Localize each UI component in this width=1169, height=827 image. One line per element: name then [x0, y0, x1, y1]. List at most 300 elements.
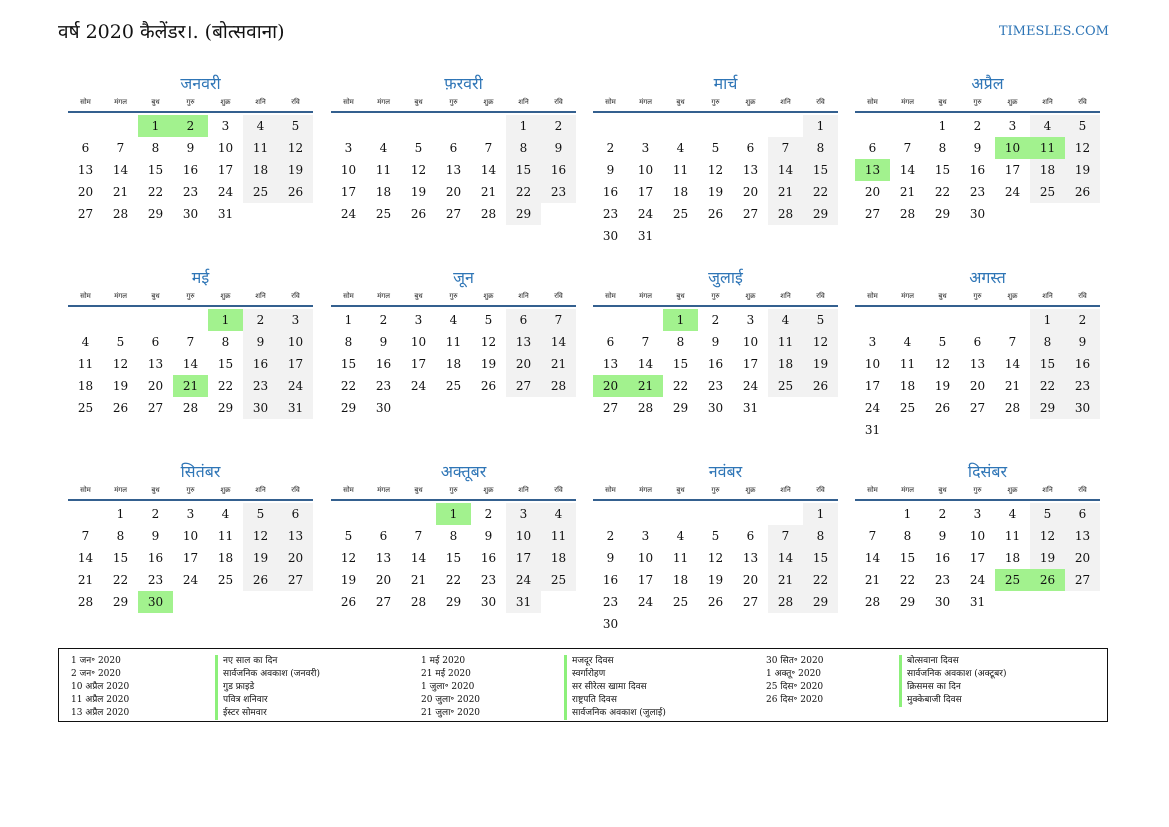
- day-cell: 22: [340, 379, 357, 393]
- legend-holiday-name: सर सीरेत्स खामा दिवस: [572, 682, 647, 692]
- day-cell: 20: [147, 379, 164, 393]
- day-cell: 17: [742, 357, 759, 371]
- day-cell: 4: [768, 309, 803, 331]
- empty-day-cell: [925, 309, 960, 331]
- day-cell: 23: [707, 379, 724, 393]
- day-cell: 4: [379, 141, 388, 155]
- day-cell: 28: [112, 207, 129, 221]
- day-cell: 2: [1065, 309, 1100, 331]
- day-cell: 2: [151, 507, 160, 521]
- day-cell: 17: [637, 573, 654, 587]
- day-cell: 19: [278, 159, 313, 181]
- weekday-header: [593, 484, 838, 498]
- day-cell: 7: [641, 335, 650, 349]
- day-cell: 3: [278, 309, 313, 331]
- day-grid: [68, 503, 313, 613]
- day-cell: 8: [903, 529, 912, 543]
- day-cell: 28: [1004, 401, 1021, 415]
- weekday-label: गुरु: [449, 292, 458, 300]
- day-cell: 14: [864, 551, 881, 565]
- day-cell: 8: [506, 137, 541, 159]
- empty-day-cell: [768, 115, 803, 137]
- holiday-legend: [58, 648, 1108, 722]
- day-cell: 19: [707, 185, 724, 199]
- day-cell: 14: [480, 163, 497, 177]
- day-cell: 12: [1065, 137, 1100, 159]
- day-cell: 12: [934, 357, 951, 371]
- day-cell: 23: [541, 181, 576, 203]
- day-cell: 16: [541, 159, 576, 181]
- day-cell: 27: [602, 401, 619, 415]
- weekday-label: रवि: [1078, 98, 1087, 106]
- legend-holiday-name: सार्वजनिक अवकाश (जुलाई): [572, 708, 666, 718]
- day-cell: 5: [803, 309, 838, 331]
- day-cell: 21: [77, 573, 94, 587]
- day-cell: 4: [903, 335, 912, 349]
- month-block: [331, 72, 576, 225]
- day-cell: 8: [116, 529, 125, 543]
- day-cell: 3: [868, 335, 877, 349]
- day-cell: 6: [868, 141, 877, 155]
- day-cell: 30: [969, 207, 986, 221]
- day-cell: 18: [672, 573, 689, 587]
- weekday-header: [68, 484, 313, 498]
- legend-date: 1 जुला॰ 2020: [421, 682, 475, 692]
- header-rule: [68, 499, 313, 501]
- weekday-label: सोम: [80, 292, 91, 300]
- day-cell: 18: [217, 551, 234, 565]
- weekday-label: रवि: [816, 486, 825, 494]
- day-cell: 5: [278, 115, 313, 137]
- day-cell: 25: [77, 401, 94, 415]
- empty-day-cell: [698, 503, 733, 525]
- empty-day-cell: [628, 309, 663, 331]
- day-cell: 7: [541, 309, 576, 331]
- day-cell: 21: [541, 353, 576, 375]
- day-cell: 5: [711, 529, 720, 543]
- empty-day-cell: [960, 309, 995, 331]
- legend-date: 2 जन॰ 2020: [71, 669, 121, 679]
- day-grid: [331, 115, 576, 225]
- day-cell: 7: [414, 529, 423, 543]
- day-cell: 9: [243, 331, 278, 353]
- day-cell: 20: [864, 185, 881, 199]
- day-cell: 15: [934, 163, 951, 177]
- day-cell: 13: [602, 357, 619, 371]
- day-cell: 13: [77, 163, 94, 177]
- day-cell: 5: [1030, 503, 1065, 525]
- weekday-label: मंगल: [114, 292, 127, 300]
- weekday-label: बुध: [414, 98, 423, 106]
- day-cell: 25: [375, 207, 392, 221]
- month-name: फ़रवरी: [444, 74, 483, 93]
- day-cell: 9: [711, 335, 720, 349]
- weekday-label: शुक्र: [745, 292, 756, 300]
- day-cell: 13: [742, 551, 759, 565]
- legend-date: 21 जुला॰ 2020: [421, 708, 481, 718]
- legend-holiday-name: सार्वजनिक अवकाश (जनवरी): [223, 669, 321, 679]
- day-cell: 2: [243, 309, 278, 331]
- day-cell: 26: [410, 207, 427, 221]
- day-cell: 19: [243, 547, 278, 569]
- header-rule: [593, 305, 838, 307]
- day-cell: 10: [969, 529, 986, 543]
- weekday-label: शुक्र: [220, 486, 231, 494]
- day-cell: 18: [375, 185, 392, 199]
- weekday-label: बुध: [414, 486, 423, 494]
- weekday-label: रवि: [816, 292, 825, 300]
- day-cell: 24: [864, 401, 881, 415]
- day-cell: 19: [410, 185, 427, 199]
- weekday-label: मंगल: [114, 98, 127, 106]
- day-cell: 3: [221, 119, 230, 133]
- weekday-label: सोम: [605, 486, 616, 494]
- weekday-label: बुध: [414, 292, 423, 300]
- legend-holiday-name: मुक्केबाजी दिवस: [907, 695, 962, 705]
- day-cell: 27: [278, 569, 313, 591]
- day-cell: 6: [449, 141, 458, 155]
- weekday-label: बुध: [676, 292, 685, 300]
- legend-date: 13 अप्रैल 2020: [71, 708, 130, 718]
- day-cell: 30: [602, 229, 619, 243]
- weekday-label: शनि: [518, 292, 529, 300]
- holiday-day-cell: 1: [208, 309, 243, 331]
- day-cell: 3: [641, 529, 650, 543]
- day-cell: 17: [217, 163, 234, 177]
- day-cell: 24: [410, 379, 427, 393]
- legend-date: 1 मई 2020: [421, 656, 466, 666]
- day-cell: 14: [77, 551, 94, 565]
- day-cell: 26: [112, 401, 129, 415]
- month-block: [855, 266, 1100, 441]
- day-cell: 27: [375, 595, 392, 609]
- legend-holiday-name: क्रिसमस का दिन: [907, 682, 961, 692]
- weekday-label: शुक्र: [1007, 98, 1018, 106]
- weekday-header: [855, 290, 1100, 304]
- day-grid: [593, 503, 838, 635]
- weekday-label: मंगल: [901, 292, 914, 300]
- day-cell: 29: [217, 401, 234, 415]
- header-rule: [68, 111, 313, 113]
- day-cell: 31: [742, 401, 759, 415]
- day-cell: 26: [1065, 181, 1100, 203]
- legend-name-column: [215, 655, 423, 720]
- day-cell: 19: [480, 357, 497, 371]
- weekday-header: [68, 290, 313, 304]
- day-cell: 24: [278, 375, 313, 397]
- day-cell: 1: [938, 119, 947, 133]
- day-cell: 9: [151, 529, 160, 543]
- day-cell: 25: [672, 595, 689, 609]
- day-cell: 5: [414, 141, 423, 155]
- day-cell: 15: [340, 357, 357, 371]
- legend-holiday-name: नए साल का दिन: [223, 656, 278, 666]
- day-cell: 29: [803, 591, 838, 613]
- month-name: अप्रैल: [971, 74, 1004, 93]
- holiday-day-cell: 1: [436, 503, 471, 525]
- weekday-label: सोम: [80, 98, 91, 106]
- day-cell: 11: [445, 335, 462, 349]
- day-cell: 24: [340, 207, 357, 221]
- day-cell: 15: [1030, 353, 1065, 375]
- legend-holiday-name: राष्ट्रपति दिवस: [572, 695, 617, 705]
- day-cell: 23: [243, 375, 278, 397]
- weekday-label: गुरु: [973, 292, 982, 300]
- empty-day-cell: [103, 115, 138, 137]
- weekday-label: शुक्र: [483, 98, 494, 106]
- empty-day-cell: [68, 503, 103, 525]
- empty-day-cell: [733, 115, 768, 137]
- day-cell: 17: [410, 357, 427, 371]
- day-cell: 26: [340, 595, 357, 609]
- day-cell: 4: [81, 335, 90, 349]
- day-cell: 6: [81, 141, 90, 155]
- day-cell: 20: [742, 185, 759, 199]
- day-cell: 10: [637, 551, 654, 565]
- day-cell: 19: [1030, 547, 1065, 569]
- day-cell: 13: [278, 525, 313, 547]
- day-cell: 12: [1030, 525, 1065, 547]
- day-cell: 24: [742, 379, 759, 393]
- day-cell: 29: [506, 203, 541, 225]
- day-cell: 19: [934, 379, 951, 393]
- weekday-label: गुरु: [449, 486, 458, 494]
- legend-date: 1 जन॰ 2020: [71, 656, 121, 666]
- day-cell: 31: [864, 423, 881, 437]
- day-cell: 15: [803, 547, 838, 569]
- day-cell: 12: [707, 163, 724, 177]
- day-cell: 30: [602, 617, 619, 631]
- day-cell: 1: [344, 313, 353, 327]
- day-cell: 17: [278, 353, 313, 375]
- day-cell: 30: [934, 595, 951, 609]
- day-cell: 16: [1065, 353, 1100, 375]
- day-cell: 13: [506, 331, 541, 353]
- header-rule: [68, 305, 313, 307]
- day-cell: 7: [768, 137, 803, 159]
- month-block: [68, 460, 313, 613]
- weekday-label: रवि: [291, 98, 300, 106]
- day-cell: 7: [868, 529, 877, 543]
- day-cell: 9: [606, 163, 615, 177]
- empty-day-cell: [890, 115, 925, 137]
- day-cell: 2: [541, 115, 576, 137]
- day-cell: 21: [410, 573, 427, 587]
- day-cell: 8: [1030, 331, 1065, 353]
- weekday-label: सोम: [605, 98, 616, 106]
- day-cell: 25: [217, 573, 234, 587]
- day-cell: 19: [112, 379, 129, 393]
- day-cell: 29: [445, 595, 462, 609]
- day-cell: 25: [672, 207, 689, 221]
- day-cell: 16: [707, 357, 724, 371]
- header-rule: [855, 111, 1100, 113]
- day-cell: 21: [864, 573, 881, 587]
- day-cell: 23: [602, 595, 619, 609]
- day-cell: 1: [803, 503, 838, 525]
- day-cell: 16: [969, 163, 986, 177]
- day-cell: 9: [379, 335, 388, 349]
- legend-holiday-name: सार्वजनिक अवकाश (अक्टूबर): [907, 669, 1007, 679]
- day-cell: 12: [410, 163, 427, 177]
- weekday-label: बुध: [938, 292, 947, 300]
- day-cell: 10: [637, 163, 654, 177]
- day-cell: 11: [375, 163, 392, 177]
- weekday-label: शनि: [1042, 98, 1053, 106]
- day-cell: 7: [116, 141, 125, 155]
- day-cell: 10: [340, 163, 357, 177]
- day-cell: 9: [938, 529, 947, 543]
- weekday-label: सोम: [343, 486, 354, 494]
- day-cell: 26: [278, 181, 313, 203]
- weekday-label: गुरु: [449, 98, 458, 106]
- day-cell: 1: [1030, 309, 1065, 331]
- day-cell: 23: [182, 185, 199, 199]
- month-name: सितंबर: [180, 462, 221, 481]
- day-cell: 3: [746, 313, 755, 327]
- day-cell: 11: [672, 551, 689, 565]
- day-cell: 10: [278, 331, 313, 353]
- day-cell: 20: [375, 573, 392, 587]
- day-cell: 12: [112, 357, 129, 371]
- weekday-label: गुरु: [711, 292, 720, 300]
- day-cell: 3: [973, 507, 982, 521]
- empty-day-cell: [366, 115, 401, 137]
- day-cell: 19: [803, 353, 838, 375]
- day-cell: 27: [77, 207, 94, 221]
- day-cell: 17: [506, 547, 541, 569]
- day-cell: 15: [506, 159, 541, 181]
- header-rule: [855, 499, 1100, 501]
- weekday-label: रवि: [554, 486, 563, 494]
- day-cell: 22: [803, 181, 838, 203]
- month-name: अगस्त: [969, 268, 1006, 287]
- day-cell: 11: [899, 357, 916, 371]
- day-cell: 12: [803, 331, 838, 353]
- day-cell: 20: [77, 185, 94, 199]
- weekday-label: बुध: [151, 292, 160, 300]
- day-cell: 29: [899, 595, 916, 609]
- day-cell: 15: [803, 159, 838, 181]
- day-cell: 18: [899, 379, 916, 393]
- legend-date: 20 जुला॰ 2020: [421, 695, 481, 705]
- day-cell: 9: [606, 551, 615, 565]
- day-cell: 19: [1065, 159, 1100, 181]
- day-cell: 27: [742, 207, 759, 221]
- day-cell: 7: [81, 529, 90, 543]
- day-cell: 8: [676, 335, 685, 349]
- holiday-day-cell: 10: [995, 137, 1030, 159]
- day-cell: 27: [742, 595, 759, 609]
- day-cell: 29: [112, 595, 129, 609]
- legend-date-column: [766, 655, 906, 707]
- day-cell: 4: [243, 115, 278, 137]
- day-cell: 17: [637, 185, 654, 199]
- weekday-label: रवि: [816, 98, 825, 106]
- day-cell: 16: [243, 353, 278, 375]
- day-cell: 4: [676, 529, 685, 543]
- day-cell: 8: [151, 141, 160, 155]
- legend-holiday-name: पवित्र शनिवार: [223, 695, 268, 705]
- day-cell: 31: [506, 591, 541, 613]
- weekday-label: रवि: [1078, 486, 1087, 494]
- day-cell: 24: [969, 573, 986, 587]
- day-cell: 10: [506, 525, 541, 547]
- legend-date: 11 अप्रैल 2020: [71, 695, 130, 705]
- day-cell: 13: [445, 163, 462, 177]
- day-cell: 24: [637, 207, 654, 221]
- day-cell: 22: [147, 185, 164, 199]
- day-cell: 4: [676, 141, 685, 155]
- day-cell: 28: [864, 595, 881, 609]
- day-cell: 22: [445, 573, 462, 587]
- weekday-label: सोम: [867, 98, 878, 106]
- day-cell: 13: [147, 357, 164, 371]
- day-cell: 12: [340, 551, 357, 565]
- weekday-label: गुरु: [186, 486, 195, 494]
- empty-day-cell: [68, 309, 103, 331]
- weekday-label: शनि: [518, 486, 529, 494]
- day-cell: 31: [969, 595, 986, 609]
- holiday-day-cell: 20: [593, 375, 628, 397]
- day-cell: 26: [707, 207, 724, 221]
- day-cell: 16: [182, 163, 199, 177]
- weekday-label: बुध: [676, 98, 685, 106]
- legend-holiday-name: बोत्सवाना दिवस: [907, 656, 959, 666]
- day-cell: 27: [147, 401, 164, 415]
- day-cell: 29: [147, 207, 164, 221]
- day-cell: 29: [1030, 397, 1065, 419]
- day-cell: 18: [445, 357, 462, 371]
- header-rule: [331, 111, 576, 113]
- day-cell: 3: [414, 313, 423, 327]
- weekday-label: शुक्र: [220, 292, 231, 300]
- day-cell: 8: [803, 525, 838, 547]
- day-cell: 23: [480, 573, 497, 587]
- month-name: जून: [453, 268, 474, 287]
- day-cell: 21: [768, 181, 803, 203]
- day-cell: 28: [480, 207, 497, 221]
- day-cell: 9: [1065, 331, 1100, 353]
- day-cell: 22: [934, 185, 951, 199]
- day-cell: 13: [742, 163, 759, 177]
- day-cell: 23: [375, 379, 392, 393]
- day-cell: 15: [112, 551, 129, 565]
- day-cell: 6: [1065, 503, 1100, 525]
- day-cell: 14: [899, 163, 916, 177]
- day-cell: 2: [973, 119, 982, 133]
- day-cell: 23: [1065, 375, 1100, 397]
- day-cell: 24: [182, 573, 199, 587]
- month-name: जनवरी: [180, 74, 221, 93]
- day-cell: 27: [445, 207, 462, 221]
- day-cell: 16: [375, 357, 392, 371]
- site-link[interactable]: TIMESLES.COM: [998, 24, 1109, 39]
- day-cell: 13: [375, 551, 392, 565]
- day-cell: 20: [506, 353, 541, 375]
- day-cell: 6: [606, 335, 615, 349]
- day-cell: 24: [506, 569, 541, 591]
- day-cell: 7: [768, 525, 803, 547]
- month-block: [593, 266, 838, 419]
- empty-day-cell: [138, 309, 173, 331]
- day-cell: 30: [182, 207, 199, 221]
- day-cell: 14: [1004, 357, 1021, 371]
- weekday-label: सोम: [605, 292, 616, 300]
- day-cell: 31: [217, 207, 234, 221]
- day-cell: 24: [1004, 185, 1021, 199]
- weekday-label: रवि: [291, 486, 300, 494]
